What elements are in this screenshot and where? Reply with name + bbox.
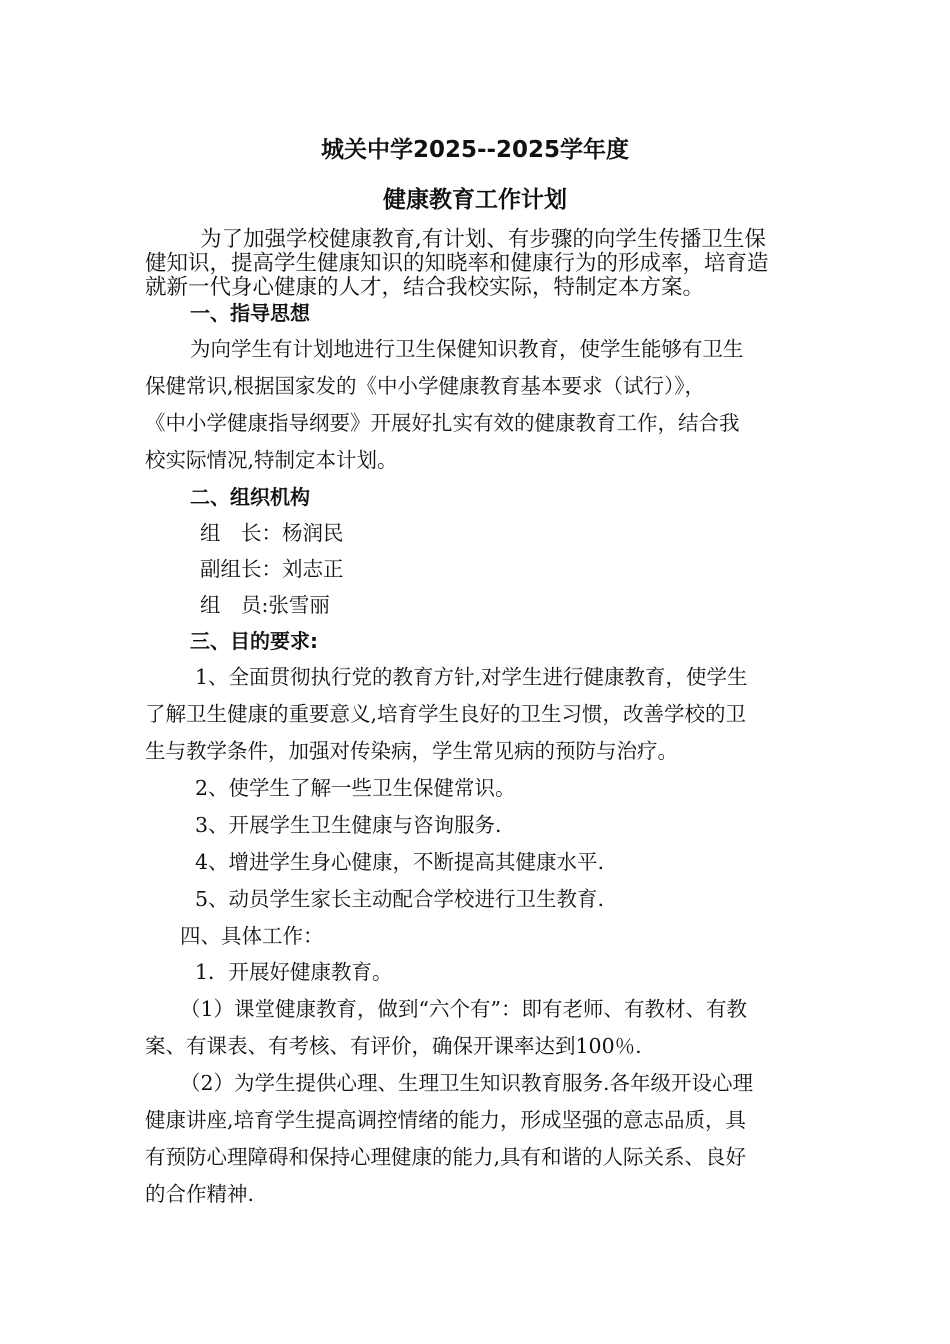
- paragraph-line: 校实际情况,特制定本计划。: [145, 448, 398, 472]
- section-heading-organization: 二、组织机构: [190, 485, 310, 509]
- intro-line: 就新一代身心健康的人才，结合我校实际，特制定本方案。: [145, 275, 705, 300]
- paragraph-line: 的合作精神.: [145, 1182, 255, 1206]
- paragraph-line: 有预防心理障碍和保持心理健康的能力,具有和谐的人际关系、良好: [145, 1145, 747, 1169]
- subheading: 1．开展好健康教育。: [195, 960, 393, 984]
- paragraph-line: 《中小学健康指导纲要》开展好扎实有效的健康教育工作，结合我: [145, 411, 740, 435]
- objective-item: 4、增进学生身心健康，不断提高其健康水平.: [195, 850, 605, 874]
- section-heading-guiding-thought: 一、指导思想: [190, 301, 310, 325]
- paragraph-line: （1）课堂健康教育，做到“六个有”：即有老师、有教材、有教: [180, 997, 748, 1021]
- objective-item: 了解卫生健康的重要意义,培育学生良好的卫生习惯，改善学校的卫: [145, 702, 747, 726]
- paragraph-line: 保健常识,根据国家发的《中小学健康教育基本要求（试行）》，: [145, 374, 706, 398]
- intro-line: 健知识，提高学生健康知识的知晓率和健康行为的形成率，培育造: [145, 251, 769, 276]
- intro-line: 为了加强学校健康教育,有计划、有步骤的向学生传播卫生保: [200, 227, 766, 252]
- document-subtitle: 健康教育工作计划: [383, 187, 567, 213]
- objective-item: 3、开展学生卫生健康与咨询服务.: [195, 813, 502, 837]
- paragraph-line: （2）为学生提供心理、生理卫生知识教育服务.各年级开设心理: [180, 1071, 754, 1095]
- document-title: 城关中学2025--2025学年度: [320, 137, 630, 163]
- member-staff: 组 员:张雪丽: [200, 593, 330, 617]
- objective-item: 生与教学条件，加强对传染病，学生常见病的预防与治疗。: [145, 739, 678, 763]
- objective-item: 1、全面贯彻执行党的教育方针,对学生进行健康教育，使学生: [195, 665, 748, 689]
- paragraph-line: 为向学生有计划地进行卫生保健知识教育，使学生能够有卫生: [190, 337, 744, 361]
- objective-item: 5、动员学生家长主动配合学校进行卫生教育.: [195, 887, 605, 911]
- paragraph-line: 健康讲座,培育学生提高调控情绪的能力，形成坚强的意志品质，具: [145, 1108, 747, 1132]
- section-heading-specific-work: 四、具体工作：: [180, 924, 324, 948]
- paragraph-line: 案、有课表、有考核、有评价，确保开课率达到100％.: [145, 1034, 642, 1058]
- member-leader: 组 长：杨润民: [200, 521, 344, 545]
- objective-item: 2、使学生了解一些卫生保健常识。: [195, 776, 516, 800]
- section-heading-objectives: 三、目的要求:: [190, 629, 318, 653]
- member-deputy: 副组长：刘志正: [200, 557, 344, 581]
